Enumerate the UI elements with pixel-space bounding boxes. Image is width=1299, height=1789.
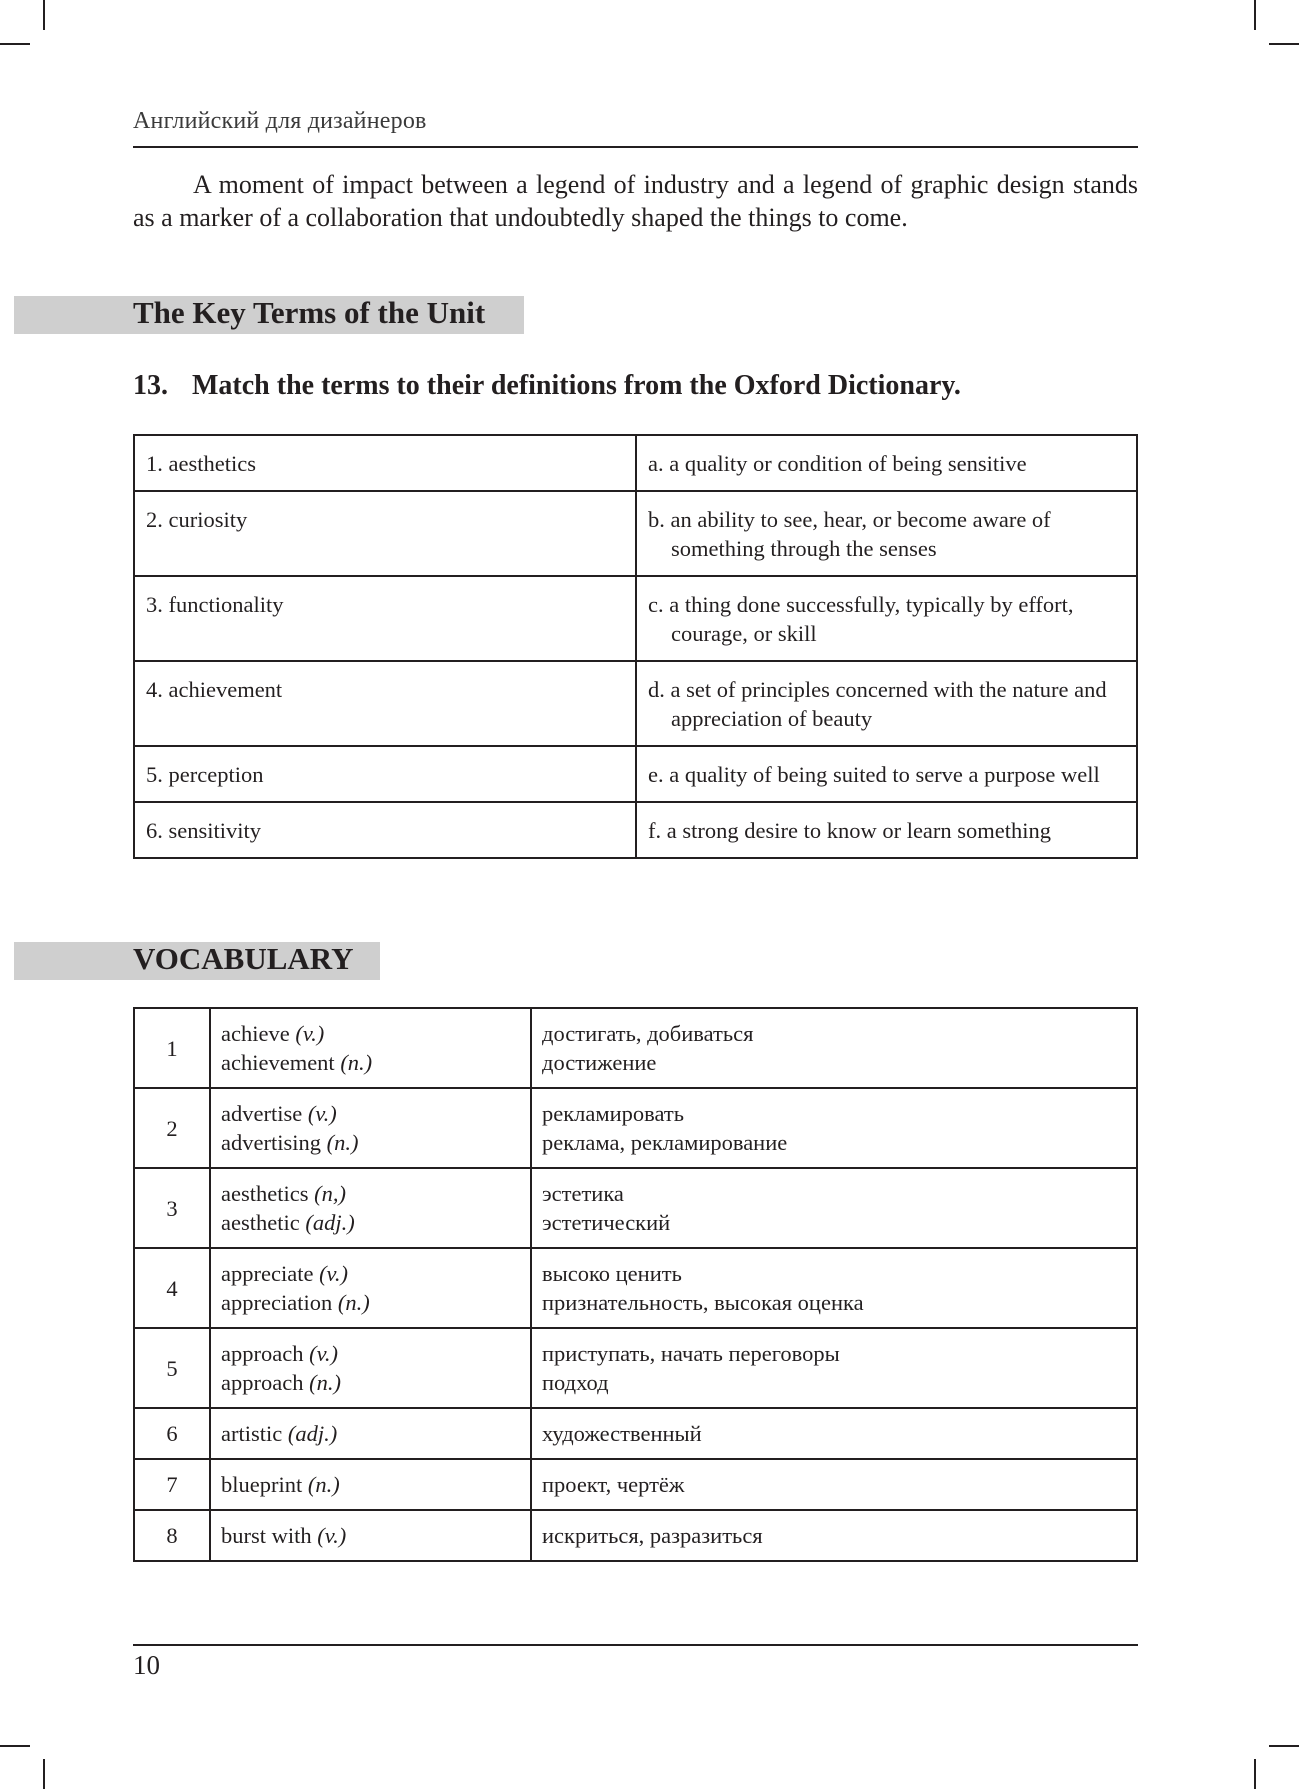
task-text: Match the terms to their definitions from the Oxford Dictionary. [192, 370, 961, 401]
term-cell: 4. achievement [134, 661, 636, 746]
definition-cell: e. a quality of being suited to serve a purpose well [636, 746, 1137, 802]
table-row [134, 1088, 1137, 1168]
term-cell: 5. perception [134, 746, 636, 802]
translation-cell: приступать, начать переговоры подход [531, 1328, 1137, 1408]
translation-cell: рекламировать реклама, рекламирование [531, 1088, 1137, 1168]
translation-cell: проект, чертёж [531, 1459, 1137, 1510]
crop-mark [1254, 0, 1256, 30]
row-number: 7 [134, 1459, 210, 1510]
term-cell: 1. aesthetics [134, 435, 636, 491]
key-terms-heading: The Key Terms of the Unit [133, 295, 486, 330]
crop-mark [43, 0, 45, 30]
translation-cell: эстетика эстетический [531, 1168, 1137, 1248]
word-cell: artistic (adj.) [210, 1408, 531, 1459]
table-row [134, 1248, 1137, 1328]
translation-cell: художественный [531, 1408, 1137, 1459]
row-number: 4 [134, 1248, 210, 1328]
definition-cell: f. a strong desire to know or learn something [636, 802, 1137, 858]
row-number: 8 [134, 1510, 210, 1561]
row-number: 5 [134, 1328, 210, 1408]
table-row [134, 1510, 1137, 1561]
table-row [134, 576, 1137, 661]
word-cell: approach (v.) approach (n.) [210, 1328, 531, 1408]
terms-table [133, 434, 1138, 859]
word-cell: advertise (v.) advertising (n.) [210, 1088, 531, 1168]
crop-mark [43, 1759, 45, 1789]
table-row [134, 1459, 1137, 1510]
term-cell: 6. sensitivity [134, 802, 636, 858]
crop-mark [0, 43, 30, 45]
term-cell: 2. curiosity [134, 491, 636, 576]
vocabulary-table [133, 1007, 1138, 1562]
header-rule [133, 146, 1138, 148]
table-row [134, 661, 1137, 746]
crop-mark [1269, 1745, 1299, 1747]
table-row [134, 435, 1137, 491]
term-cell: 3. functionality [134, 576, 636, 661]
table-row [134, 1008, 1137, 1088]
intro-paragraph: A moment of impact between a legend of industry and a legend of graphic design stands as a marker of a collaboration that undoubtedly shaped the things to come. [133, 170, 1138, 232]
definition-cell: b. an ability to see, hear, or become aware of something through the senses [636, 491, 1137, 576]
table-row [134, 1408, 1137, 1459]
word-cell: appreciate (v.) appreciation (n.) [210, 1248, 531, 1328]
footer-rule [133, 1644, 1138, 1646]
word-cell: burst with (v.) [210, 1510, 531, 1561]
running-header: Английский для дизайнеров [133, 108, 427, 134]
definition-cell: a. a quality or condition of being sensitive [636, 435, 1137, 491]
word-cell: blueprint (n.) [210, 1459, 531, 1510]
table-row [134, 746, 1137, 802]
row-number: 1 [134, 1008, 210, 1088]
table-row [134, 802, 1137, 858]
translation-cell: искриться, разразиться [531, 1510, 1137, 1561]
crop-mark [0, 1745, 30, 1747]
row-number: 2 [134, 1088, 210, 1168]
translation-cell: достигать, добиваться достижение [531, 1008, 1137, 1088]
definition-cell: c. a thing done successfully, typically by effort, courage, or skill [636, 576, 1137, 661]
row-number: 3 [134, 1168, 210, 1248]
vocabulary-heading: VOCABULARY [133, 941, 354, 976]
row-number: 6 [134, 1408, 210, 1459]
word-cell: achieve (v.) achievement (n.) [210, 1008, 531, 1088]
table-row [134, 1168, 1137, 1248]
crop-mark [1269, 43, 1299, 45]
crop-mark [1254, 1759, 1256, 1789]
table-row [134, 1328, 1137, 1408]
definition-cell: d. a set of principles concerned with the nature and appreciation of beauty [636, 661, 1137, 746]
table-row [134, 491, 1137, 576]
translation-cell: высоко ценить признательность, высокая оценка [531, 1248, 1137, 1328]
task-heading [133, 370, 961, 402]
word-cell: aesthetics (n,) aesthetic (adj.) [210, 1168, 531, 1248]
page-number: 10 [133, 1650, 160, 1680]
task-number: 13. [133, 370, 168, 401]
